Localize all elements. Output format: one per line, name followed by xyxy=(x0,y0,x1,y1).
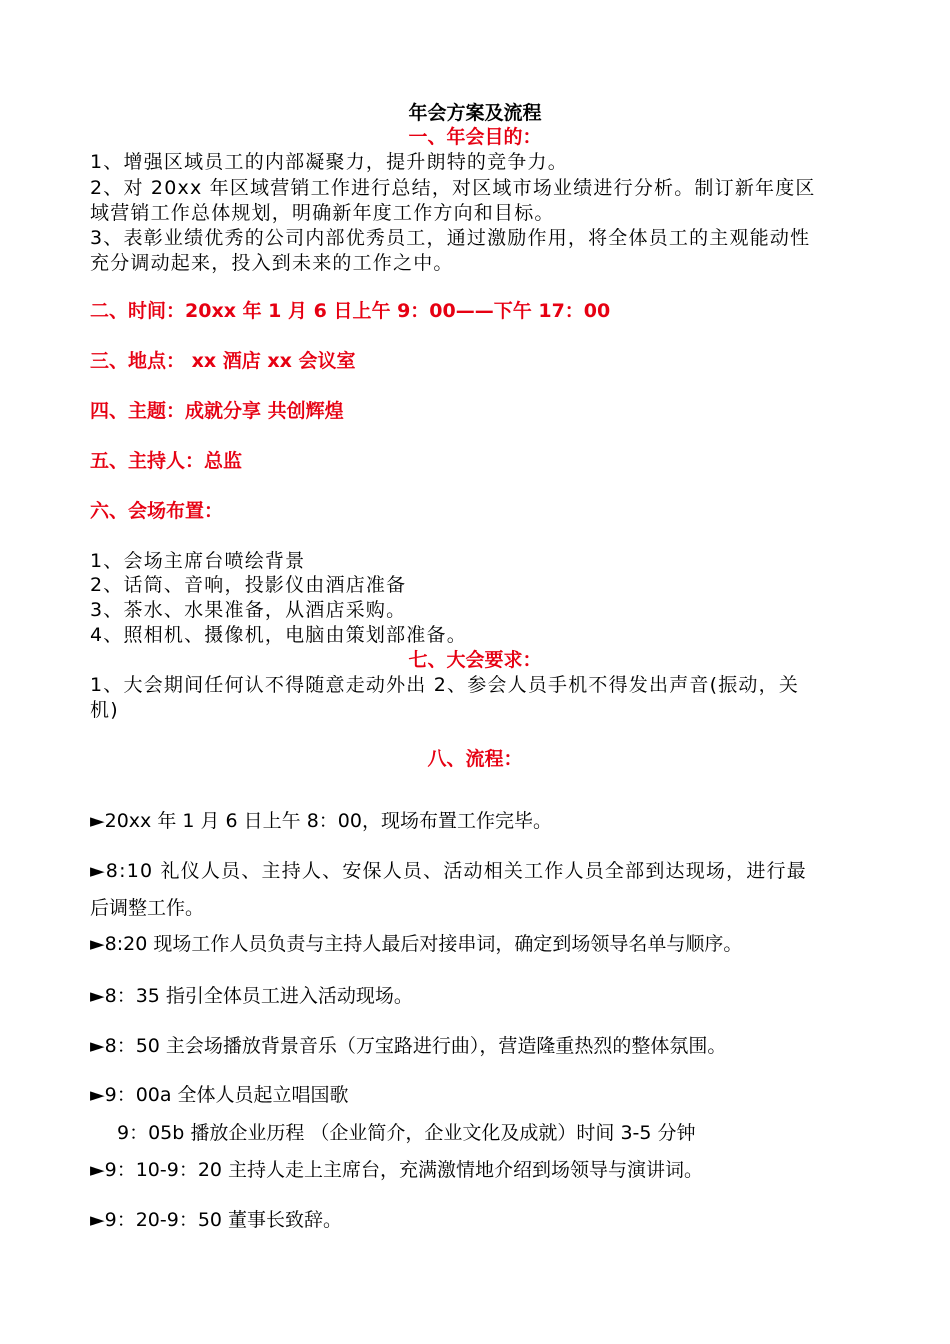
purpose-item: 充分调动起来，投入到未来的工作之中。 xyxy=(90,252,454,274)
purpose-item: 3、表彰业绩优秀的公司内部优秀员工，通过激励作用，将全体员工的主观能动性 xyxy=(90,227,811,249)
page-title: 年会方案及流程 xyxy=(408,102,542,124)
time-heading: 二、时间：20xx 年 1 月 6 日上午 9：00——下午 17：00 xyxy=(90,300,611,322)
venue-heading: 六、会场布置： xyxy=(90,500,224,522)
location-heading: 三、地点： xx 酒店 xx 会议室 xyxy=(90,350,356,372)
process-item: ►8：35 指引全体员工进入活动现场。 xyxy=(90,985,413,1007)
process-item: ►9：10-9：20 主持人走上主席台，充满激情地介绍到场领导与演讲词。 xyxy=(90,1159,704,1181)
purpose-item: 1、增强区域员工的内部凝聚力，提升朗特的竞争力。 xyxy=(90,151,568,173)
process-item: ►9：20-9：50 董事长致辞。 xyxy=(90,1209,343,1231)
requirements-heading: 七、大会要求： xyxy=(408,649,542,671)
requirements-item: 机) xyxy=(90,699,119,721)
host-heading: 五、主持人：总监 xyxy=(90,450,243,472)
venue-item: 2、话筒、音响，投影仪由酒店准备 xyxy=(90,574,407,596)
process-item: ►20xx 年 1 月 6 日上午 8：00，现场布置工作完毕。 xyxy=(90,810,552,832)
venue-item: 4、照相机、摄像机，电脑由策划部准备。 xyxy=(90,624,467,646)
process-item: ►8:10 礼仪人员、主持人、安保人员、活动相关工作人员全部到达现场，进行最 xyxy=(90,860,807,882)
purpose-item: 2、对 20xx 年区域营销工作进行总结，对区域市场业绩进行分析。制订新年度区 xyxy=(90,177,816,199)
process-item: ►8：50 主会场播放背景音乐（万宝路进行曲），营造隆重热烈的整体氛围。 xyxy=(90,1035,727,1057)
theme-heading: 四、主题：成就分享 共创辉煌 xyxy=(90,400,344,422)
venue-item: 3、茶水、水果准备，从酒店采购。 xyxy=(90,599,407,621)
process-heading: 八、流程： xyxy=(427,748,523,770)
process-item: ►9：00a 全体人员起立唱国歌 xyxy=(90,1084,349,1106)
purpose-item: 域营销工作总体规划，明确新年度工作方向和目标。 xyxy=(90,202,555,224)
purpose-heading: 一、年会目的： xyxy=(408,126,542,148)
process-item: 9：05b 播放企业历程 （企业简介，企业文化及成就）时间 3-5 分钟 xyxy=(117,1122,696,1144)
requirements-item: 1、大会期间任何认不得随意走动外出 2、参会人员手机不得发出声音(振动，关 xyxy=(90,674,800,696)
process-item: ►8:20 现场工作人员负责与主持人最后对接串词，确定到场领导名单与顺序。 xyxy=(90,933,743,955)
process-item: 后调整工作。 xyxy=(90,897,205,919)
venue-item: 1、会场主席台喷绘背景 xyxy=(90,550,306,572)
